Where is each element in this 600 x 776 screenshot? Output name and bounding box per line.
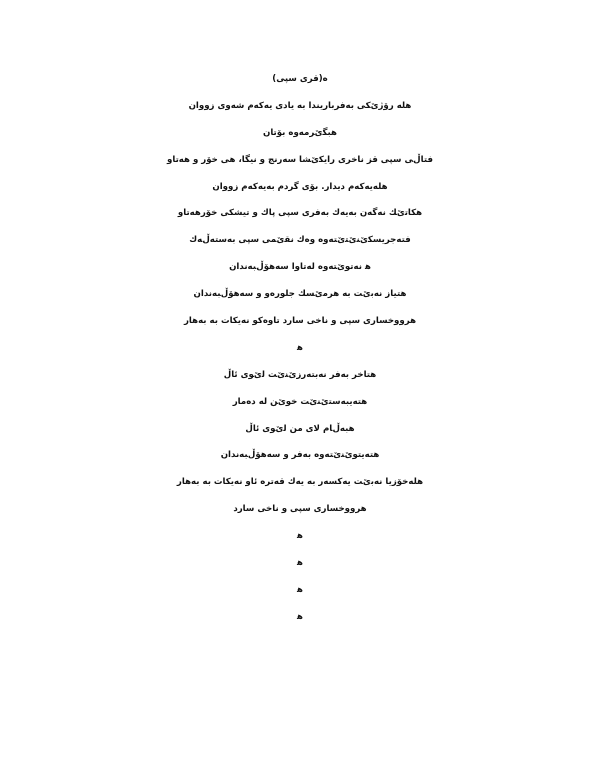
- poem-line: ﻫ ﻧﻪﺗﻮێﺘﻪﻭﻩ ﻟﻪﺗﺎﻭﺍ ﺳﻪﻫﯚڵﺒﻪﻧﺪﺍﻥ: [229, 262, 371, 273]
- poem-line: ﻫﺘﺎﺧﺮ ﺑﻪﻓﺮ ﻧﻪﺑﺘﻪﺭﺯێﻨێﺖ ﻟێﻮﻯ ﺋﺎڵ: [223, 369, 377, 380]
- poem-line: ﻫﺘﻪﻳﺒﻪﺳﺘێﻨێﺖ ﺧﻮێﻦ ﻟﻪ ﺩﻩﻣﺎﺭ: [232, 396, 368, 407]
- poem-line: ﻓﺘﺎڵﻰ ﺳﭙﻰ ﻗﺰ ﻧﺎﺧﺮﻯ ﺭﺍﻳﻜێﺸﺎ ﺳﻪﺭﻧﺞ ﻭ ﻧﻴﮕﺎ، ﻫﻰ ﺧﯚﺭ ﻭ ﻫﻪﺗﺎﻭ: [167, 154, 433, 165]
- poem-line: ﻫﻠﻪﻳﻪﻛﻪﻡ ﺩﻳﺪﺍﺭ. ﺑﯚﻯ ﮔﺮﺩﻡ ﺑﻪﻳﻪﻛﻪﻡ ﺯﻭﻭﺍﻥ: [212, 181, 388, 192]
- poem-line: ﻫ: [297, 584, 303, 595]
- poem-line: ﻫﺘﻪﻳﺘﻮێﻨێﺘﻪﻭﻩ ﺑﻪﻓﺮ ﻭ ﺳﻪﻫﯚڵﺒﻪﻧﺪﺍﻥ: [220, 450, 380, 461]
- poem-line: ﻫ: [297, 611, 303, 622]
- poem-line: ﻫﺮﻭﻭﺧﺴﺎﺭﻯ ﺳﭙﻰ ﻭ ﻧﺎﺧﻰ ﺳﺎﺭﺩ ﺗﺎﻭﻩﻛﻮ ﻧﻪﻳﻜﺎﺕ ﺑﻪ ﺑﻪﻫﺎﺭ: [183, 316, 417, 327]
- poem-title: ﻩ(ﻗﺮﻯ ﺳﭙﻰ): [272, 74, 328, 84]
- poem-line: ﻓﺘﻪﺟﺮﻳﺴﻜێﻨێﺘێﺘﻪﻭﻩ ﻭﻩﻙ ﻧﻘێﻤﻰ ﺳﭙﻰ ﺑﻪﺳﺘﻪڵﻪﻙ: [189, 235, 411, 246]
- poem-line: ﻫﺒﮕێﺮﻣﻪﻭﻩ ﺑﯚﺗﺎﻥ: [262, 127, 338, 138]
- poem-text: [0, 70, 600, 635]
- poem-line: ﻫﺮﻭﻭﺧﺴﺎﺭﻯ ﺳﭙﻰ ﻭ ﻧﺎﺧﻰ ﺳﺎﺭﺩ: [233, 504, 367, 515]
- poem-line: ﻫﺘﻴﺎﺯ ﻧﻪﺑێﺖ ﺑﻪ ﻫﺮﻣێﺴﻚ ﺟﻠﻮﺭﻩﻭ ﻭ ﺳﻪﻫﯚڵﺒﻪﻧﺪﺍﻥ: [193, 289, 407, 300]
- poem-line: ﻫﻠﻪ ﺭﯙﮊێﻜﻰ ﺑﻪﻓﺮﺑﺎﺭﻳﻨﺪﺍ ﺑﻪ ﻳﺎﺩﻯ ﻳﻪﻛﻪﻡ ﺷﻪﻭﻯ ﺯﻭﻭﺍﻥ: [188, 100, 412, 111]
- poem-line: ﻫﻠﻪﺧﯚﺯﻳﺎ ﻧﻪﺑێﺖ ﻳﻪﻛﺴﻪﺭ ﺑﻪ ﻳﻪﻙ ﻗﻪﺗﺮﻩ ﺋﺎﻭ ﻧﻪﻳﻜﺎﺕ ﺑﻪ ﺑﻪﻫﺎﺭ: [176, 477, 424, 488]
- poem-line: ﻫﺒﻪڵﺎﻡ ﻻﻯ ﻣﻦ ﻟێﻮﻯ ﺋﺎڵ: [245, 423, 355, 434]
- poem-line: ﻫﻜﺎﺗێﻚ ﻧﻪﮔﻪﻥ ﺑﻪﻳﻪﻙ ﺑﻪﻓﺮﻯ ﺳﭙﻰ ﭘﺎﻙ ﻭ ﺗﻴﺸﻜﻰ ﺧﯚﺭﻫﻪﺗﺎﻭ: [177, 208, 423, 219]
- poem-line: ﻫ: [297, 342, 303, 353]
- poem-line: ﻫ: [297, 558, 303, 569]
- poem-line: ﻫ: [297, 531, 303, 542]
